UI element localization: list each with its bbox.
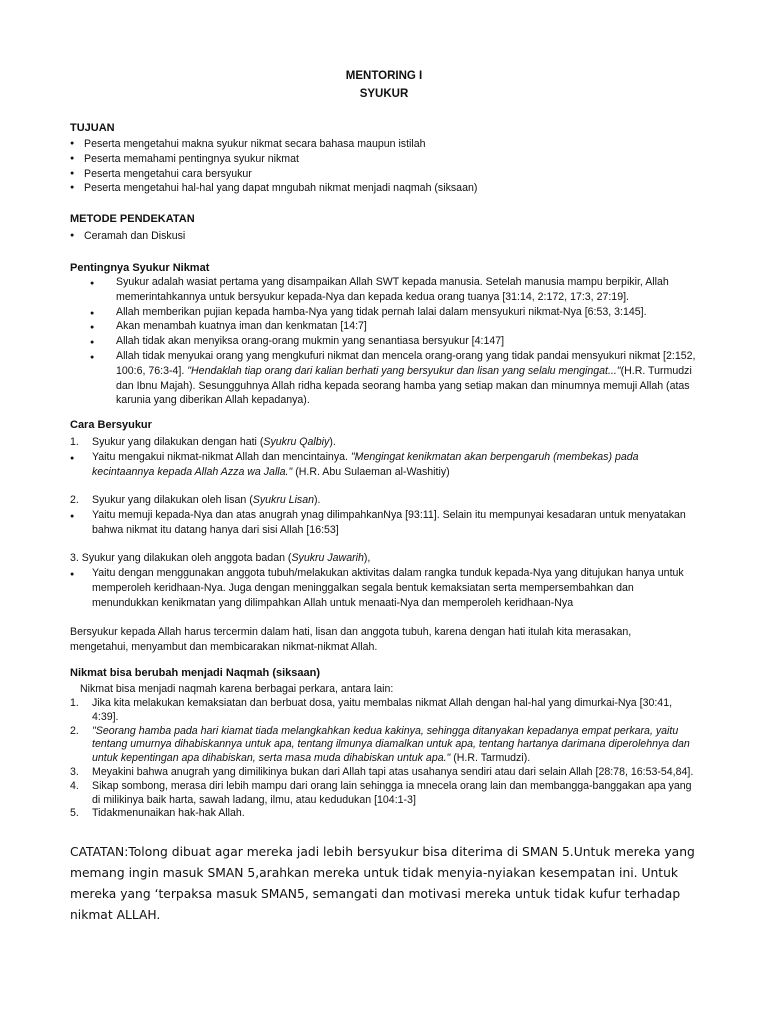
document-subtitle: SYUKUR xyxy=(359,88,409,100)
item-number: 1. xyxy=(70,697,79,709)
cara-item-3 xyxy=(70,551,690,566)
list-item: ● Peserta mengetahui makna syukur nikmat secara bahasa maupun istilah xyxy=(70,137,477,152)
item-number: 2. xyxy=(70,494,79,506)
list-item xyxy=(70,766,700,780)
item-number: 2. xyxy=(70,724,79,737)
cara-item-1-detail xyxy=(70,450,690,480)
bullet-icon: ● xyxy=(70,571,75,578)
bullet-icon: ● xyxy=(70,455,75,462)
item-text: 3. Syukur yang dilakukan oleh anggota badan ( xyxy=(70,552,292,564)
item-text: ). xyxy=(329,436,336,448)
item-text: Jika kita melakukan kemaksiatan dan berbuat dosa, yaitu membalas nikmat Allah dengan hal-hal yang dimurkai-Nya [30:41, 4:39]. xyxy=(92,697,673,723)
item-text: Syukur yang dilakukan oleh lisan ( xyxy=(92,494,253,506)
tujuan-list xyxy=(70,137,477,196)
list-item-text: Allah tidak menyukai orang yang mengkufuri nikmat dan mencela orang-orang yang tidak pandai mensyukuri nikmat [2:152, 100:6, 76:3-4]. xyxy=(116,349,696,377)
hadith-quote: "Mengingat kenikmatan akan berpengaruh (membekas) pada kecintaannya kepada Allah Azza wa Jalla." xyxy=(92,451,639,478)
list-item: ● Ceramah dan Diskusi xyxy=(70,229,185,244)
heading-tujuan: TUJUAN xyxy=(70,122,115,134)
item-term: Syukru Jawarih xyxy=(291,552,364,564)
list-item-text: (H.R. Turmudzi dan Ibnu Majah). Sesungguhnya Allah ridha kepada seorang hamba yang setiap makan dan minumnya memuji Allah (atas karunia yang diberikan Allah kepadanya). xyxy=(116,364,692,407)
list-item: ● Syukur adalah wasiat pertama yang disampaikan Allah SWT kepada manusia. Setelah manusia mampu berpikir, Allah memerintahkannya untuk bersyukur kepada-Nya dan kepada kedua orang tuanya [31:14, 2:172, 17:3, 27:19]. xyxy=(70,275,700,305)
item-text: ), xyxy=(363,552,371,564)
list-item xyxy=(70,780,700,808)
cara-item-1 xyxy=(70,435,690,450)
list-item xyxy=(70,807,700,821)
item-text: ). xyxy=(314,494,321,506)
cara-item-2-detail xyxy=(70,508,690,538)
list-item xyxy=(70,349,700,408)
list-item: ● Peserta memahami pentingnya syukur nikmat xyxy=(70,152,477,167)
list-item: ● Peserta mengetahui hal-hal yang dapat mngubah nikmat menjadi naqmah (siksaan) xyxy=(70,181,477,196)
list-item: ● Akan menambah kuatnya iman dan kenkmatan [14:7] xyxy=(70,319,700,334)
item-text: Tidakmenunaikan hak-hak Allah. xyxy=(92,807,245,820)
item-term: Syukru Lisan xyxy=(252,494,315,506)
item-text: Sikap sombong, merasa diri lebih mampu dari orang lain sehingga ia mnecela orang lain dan membangga-banggakan apa yang di milikinya baik harta, sawah ladang, ilmu, atau kedudukan [104:1-3] xyxy=(92,779,692,806)
heading-pentingnya: Pentingnya Syukur Nikmat xyxy=(70,262,210,274)
bullet-icon: ● xyxy=(70,513,75,520)
item-term: Syukru Qalbiy xyxy=(263,436,330,448)
item-number: 4. xyxy=(70,779,79,792)
item-text: Syukur yang dilakukan dengan hati ( xyxy=(92,436,264,448)
list-item: ● Allah memberikan pujian kepada hamba-Nya yang tidak pernah lalai dalam mensyukuri nikmat-Nya [6:53, 3:145]. xyxy=(70,305,700,320)
hadith-quote: "Seorang hamba pada hari kiamat tiada melangkahkan kedua kakinya, sehingga ditanyakan kepadanya empat perkara, yaitu tentang umurnya dihabiskannya untuk apa, tentang ilmunya diamalkan untuk apa, tentang hartanya darimana diperolehnya dan untuk kepentingan apa dihabiskan, serta masa muda dihabiskan untuk apa." xyxy=(92,724,690,765)
item-number: 5. xyxy=(70,807,79,820)
catatan-note: CATATAN:Tolong dibuat agar mereka jadi lebih bersyukur bisa diterima di SMAN 5.Untuk mereka yang memang ingin masuk SMAN 5,arahkan mereka untuk tidak menyia-nyiakan kesempatan ini. Untuk mereka yang ‘terpaksa masuk SMAN5, semangati dan motivasi mereka untuk tidak kufur terhadap nikmat ALLAH. xyxy=(70,845,695,922)
cara-item-3-detail xyxy=(70,566,690,610)
list-item: ● Peserta mengetahui cara bersyukur xyxy=(70,167,477,182)
document-title: MENTORING I xyxy=(345,70,423,82)
pentingnya-list xyxy=(70,275,700,408)
list-item: ● Allah tidak akan menyiksa orang-orang mukmin yang senantiasa bersyukur [4:147] xyxy=(70,334,700,349)
heading-metode: METODE PENDEKATAN xyxy=(70,213,195,225)
cara-item-2 xyxy=(70,493,690,508)
list-item xyxy=(70,697,700,725)
naqmah-intro: Nikmat bisa menjadi naqmah karena berbagai perkara, antara lain: xyxy=(80,683,394,695)
item-text: Yaitu dengan menggunakan anggota tubuh/melakukan aktivitas dalam rangka tunduk kepada-Nya yang ditujukan hanya untuk memperoleh keridhaan-Nya. Juga dengan meninggalkan segala bentuk kemaksiatan serta mempersembahkan dan menundukkan kenikmatan yang dilimpahkan Allah untuk menaati-Nya dan memperoleh keridhaan-Nya xyxy=(92,567,684,609)
metode-list xyxy=(70,229,185,244)
heading-naqmah: Nikmat bisa berubah menjadi Naqmah (siksaan) xyxy=(70,667,321,679)
item-text: (H.R. Abu Sulaeman al-Washitiy) xyxy=(292,465,450,478)
cara-summary: Bersyukur kepada Allah harus tercermin dalam hati, lisan dan anggota tubuh, karena dengan hati itulah kita merasakan, mengetahui, menyambut dan membicarakan nikmat-nikmat Allah. xyxy=(70,626,632,653)
heading-cara-bersyukur: Cara Bersyukur xyxy=(70,419,152,431)
item-text: Yaitu mengakui nikmat-nikmat Allah dan mencintainya. xyxy=(92,451,351,463)
item-number: 3. xyxy=(70,765,79,778)
item-text: (H.R. Tarmudzi). xyxy=(450,752,531,765)
list-item xyxy=(70,725,700,766)
hadith-quote: "Hendaklah tiap orang dari kalian berhati yang bersyukur dan lisan yang selalu mengingat..." xyxy=(187,364,621,377)
item-text: Meyakini bahwa anugrah yang dimilikinya bukan dari Allah tapi atas usahanya sendiri atau dari selain Allah [28:78, 16:53-54,84]. xyxy=(92,765,694,778)
item-text: Yaitu memuji kepada-Nya dan atas anugrah ynag dilimpahkanNya [93:11]. Selain itu mempunyai kesadaran untuk menyatakan bahwa nikmat itu datang hanya dari sisi Allah [16:53] xyxy=(92,509,686,536)
item-number: 1. xyxy=(70,436,79,448)
naqmah-list xyxy=(70,697,700,821)
